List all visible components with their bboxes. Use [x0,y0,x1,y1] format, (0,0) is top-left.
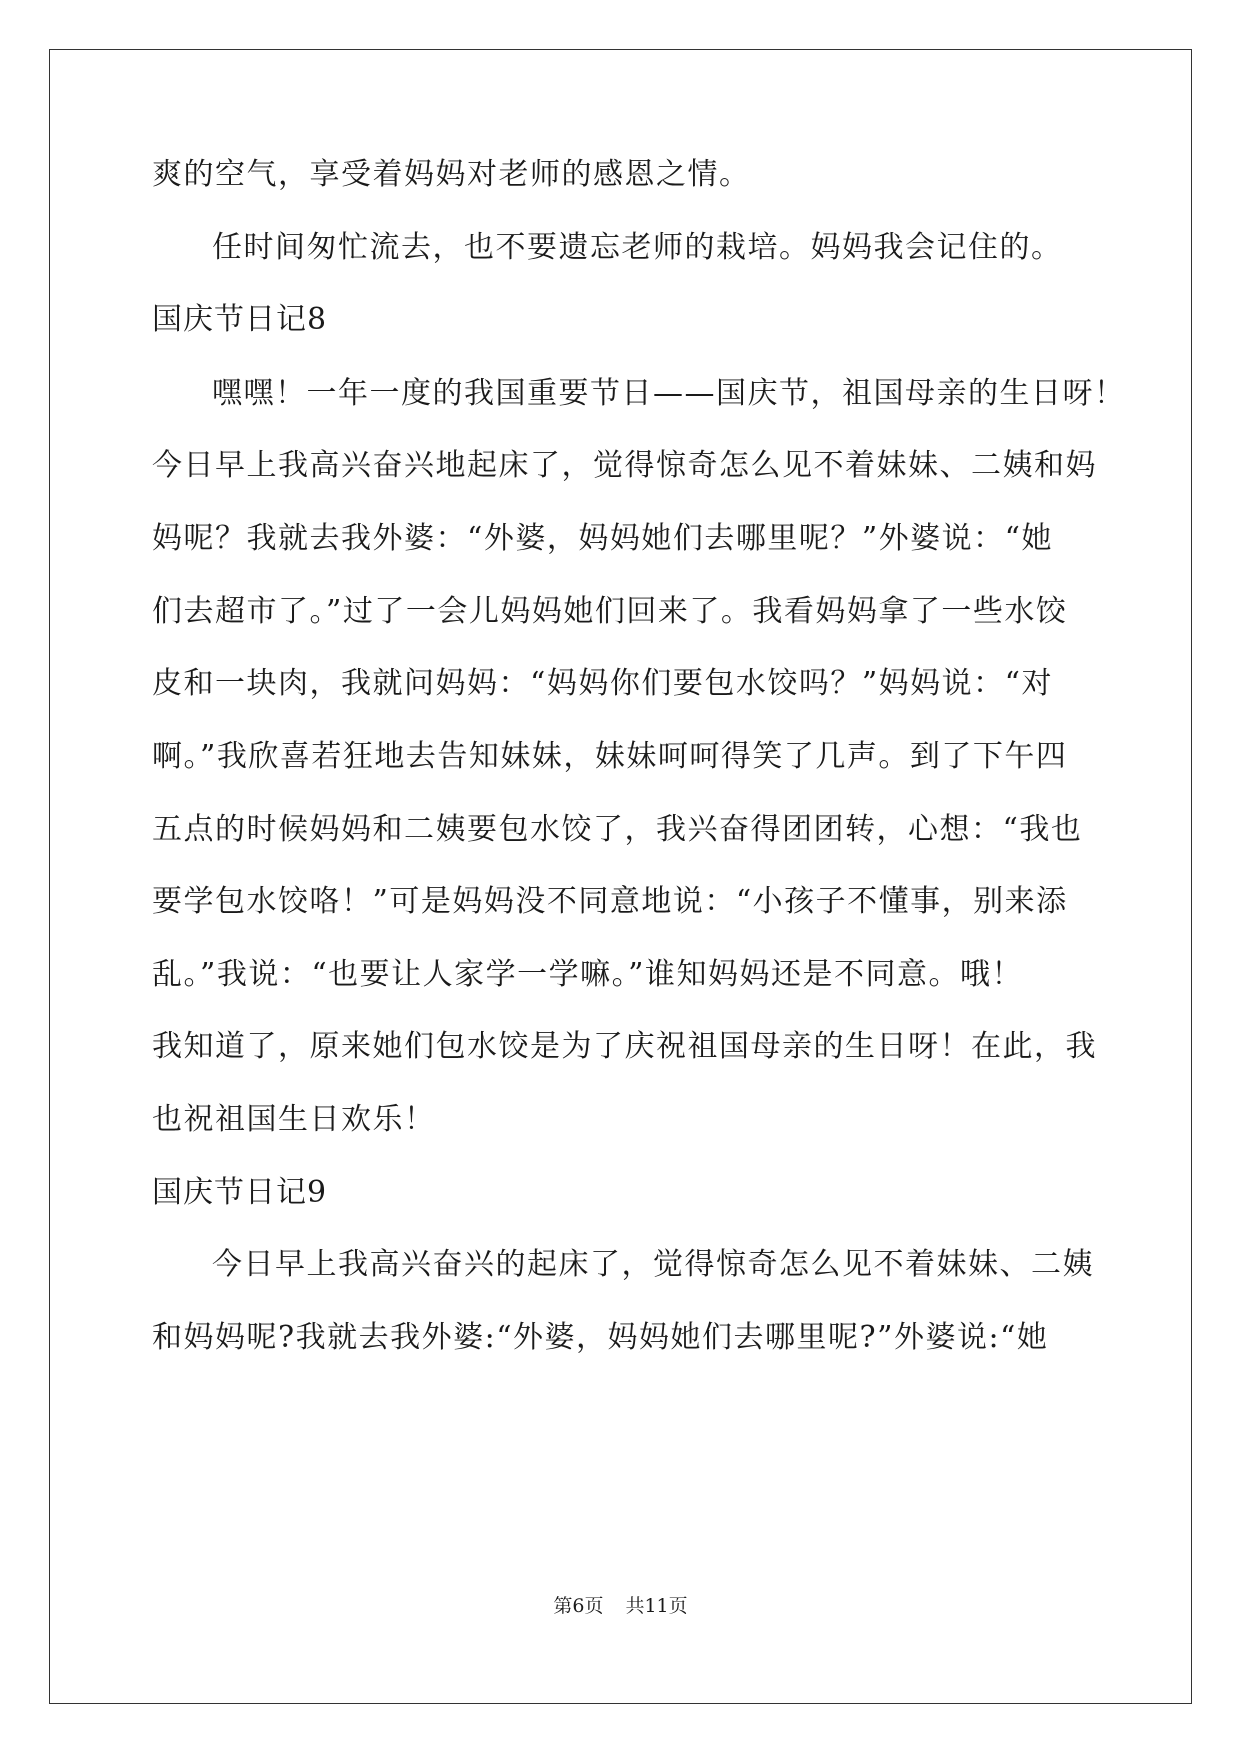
text-line: 妈呢？我就去我外婆：“外婆，妈妈她们去哪里呢？”外婆说：“她 [152,521,1054,556]
text-line: 要学包水饺咯！”可是妈妈没不同意地说：“小孩子不懂事，别来添 [152,884,1068,919]
text-line: 五点的时候妈妈和二姨要包水饺了，我兴奋得团团转，心想：“我也 [152,812,1083,847]
text-line: 乱。”我说：“也要让人家学一学嘛。”谁知妈妈还是不同意。哦！ [152,957,1024,992]
text-line: 和妈妈呢?我就去我外婆:“外婆，妈妈她们去哪里呢?”外婆说:“她 [152,1320,1049,1355]
text-line: 嘿嘿！一年一度的我国重要节日——国庆节，祖国母亲的生日呀！ [212,376,1126,411]
text-line: 爽的空气，享受着妈妈对老师的感恩之情。 [152,157,751,192]
text-line: 们去超市了。”过了一会儿妈妈她们回来了。我看妈妈拿了一些水饺 [152,594,1068,629]
page-number-total: 共11页 [625,1595,688,1617]
text-line: 我知道了，原来她们包水饺是为了庆祝祖国母亲的生日呀！在此，我 [152,1029,1097,1064]
text-line: 皮和一块肉，我就问妈妈：“妈妈你们要包水饺吗？”妈妈说：“对 [152,666,1054,701]
text-line: 也祝祖国生日欢乐！ [152,1102,436,1137]
text-line: 今日早上我高兴奋兴的起床了，觉得惊奇怎么见不着妹妹、二姨 [212,1247,1094,1282]
text-line: 啊。”我欣喜若狂地去告知妹妹，妹妹呵呵得笑了几声。到了下午四 [152,739,1068,774]
section-heading: 国庆节日记8 [152,302,328,337]
page-footer [0,1594,1241,1618]
text-line: 今日早上我高兴奋兴地起床了，觉得惊奇怎么见不着妹妹、二姨和妈 [152,448,1097,483]
page-number-current: 第6页 [553,1595,604,1617]
page-border [49,49,1192,1704]
section-heading: 国庆节日记9 [152,1175,328,1210]
text-line: 任时间匆忙流去，也不要遗忘老师的栽培。妈妈我会记住的。 [212,230,1063,265]
